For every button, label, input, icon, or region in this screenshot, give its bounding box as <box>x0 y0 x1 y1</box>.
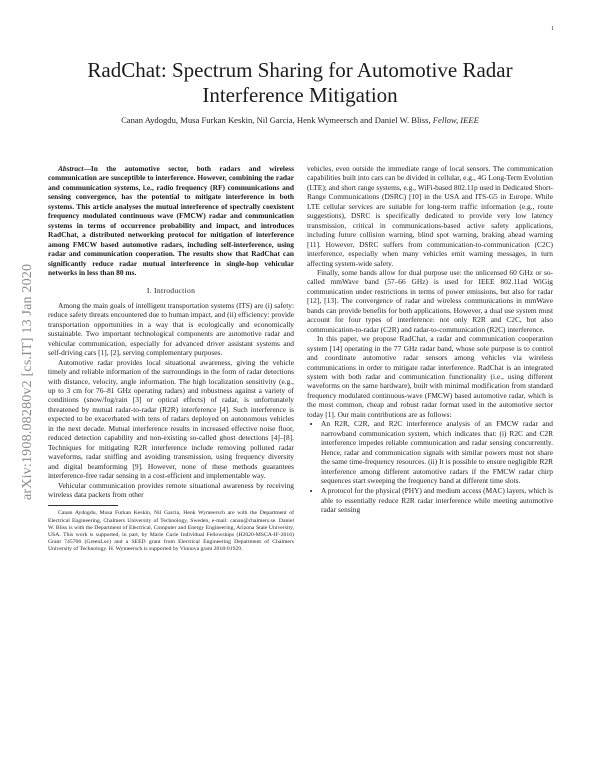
contribution-item: • An R2R, C2R, and R2C interference analysis of an FMCW radar and narrowband communication system, which indicates that: (i) R2C and C2R interference impedes reliable communication and radar sensing concurrently. Hence, radar and communication signals with similar powers must not share the same time-frequency resources. (ii) It is possible to ensure negligible R2R interference among different automotive radars if the FMCW radar chirp sequences start sweeping the frequency band at different time slots. <box>321 419 553 485</box>
abstract <box>48 164 294 277</box>
footnote-divider <box>48 505 118 506</box>
author-affiliation-footnote: Canan Aydogdu, Musa Furkan Keskin, Nil Garcia, Henk Wymeersch are with the Department of Electrical Engineering, Chalmers University of Technology, Sweden, e-mail: canan@chalmers.se. Daniel W. Bliss is with the Department of Electrical, Computer and Energy Engineering, Arizona State University, USA. This work is supported, in part, by Marie Curie Individual Fellowships (H2020-MSCA-IF-2016) Grant 745706 (GreenLoc) and a SEED grant from Electrical Engineering Department of Chalmers University of Technology. H. Wymeersch is supported by Vinnova grant 2018-01929. <box>48 510 294 553</box>
right-column <box>307 164 553 516</box>
abstract-text: —In the automotive sector, both radars and wireless communication are susceptible to interference. However, combining the radar and communication systems, i.e., radio frequency (RF) communications and sensing convergence, has the potential to mitigate interference in both systems. This article analyses the mutual interference of spectrally coexistent frequency modulated continuous wave (FMCW) radar and communication systems in terms of occurrence probability and impact, and introduces RadChat, a distributed networking protocol for mitigation of interference among FMCW based automotive radars, including self-interference, using radar and communication cooperation. The results show that RadChat can significantly reduce radar mutual interference in single-hop vehicular networks in less than 80 ms. <box>48 164 294 277</box>
intro-paragraph-2: Automotive radar provides local situational awareness, giving the vehicle timely and reliable information of the surroundings in the form of radar detections with distance, velocity, angle information. The high localization sensitivity (e.g., up to 3 cm for 76–81 GHz operating radars) and robustness against a variety of conditions (snow/fog/rain [3] or optical effects) of radar, is unfortunately threatened by mutual radar-to-radar (R2R) interference [4]. Such interference is expected to be exacerbated with tens of radars deployed on autonomous vehicles in the next decade. Mutual interference results in increased effective noise floor, reduced detection capability and non-existing so-called ghost detections [4]–[8]. Techniques for mitigating R2R interference include removing polluted radar waveforms, radar sniffing and avoiding transmission, using frequency diversity and digital beamforming [9]. However, none of these methods guarantees interference-free radar sensing in a cost-efficient and implementable way. <box>48 357 294 481</box>
author-names: Canan Aydogdu, Musa Furkan Keskin, Nil Garcia, Henk Wymeersch and Daniel W. Bliss, <box>121 115 431 125</box>
author-line <box>40 115 560 125</box>
contribution-item: • A protocol for the physical (PHY) and medium access (MAC) layers, which is able to essentially reduce R2R radar interference while meeting automotive radar sensing <box>321 486 553 514</box>
contributions-list <box>307 419 553 515</box>
right-paragraph-1: vehicles, even outside the immediate range of local sensors. The communication capabilities built into cars can be divided in cellular, e.g., 4G Long-Term Evolution (LTE); and short range systems, e.g., WiFi-based 802.11p used in Dedicated Short-Range Communications (DSRC) [10] in the USA and ITS-G5 in Europe. While LTE cellular services are suitable for long-term traffic information (e.g., route suggestions), DSRC is specifically dedicated to provide very low latency transmission, critical in communications-based active safety applications, including future collision warning, blind spot warning, braking ahead warning [11]. However, DSRC suffers from communication-to-communication (C2C) interference, especially when many vehicles emit warning messages, in turn affecting system-wide safety. <box>307 164 553 268</box>
right-paragraph-2: Finally, some bands allow for dual purpose use: the unlicensed 60 GHz or so-called mmWave band (57–66 GHz) is used for IEEE 802.11ad WiGig communication under restrictions in terms of power emissions, but also for radar [12], [13]. The convergence of radar and wireless communications in mmWave bands can provide benefits for both applications. However, a dual use system must account for four types of interference: not only R2R and C2C, but also communication-to-radar (C2R) and radar-to-communication (R2C) interference. <box>307 267 553 334</box>
intro-paragraph-3: Vehicular communication provides remote situational awareness by receiving wireless data packets from other <box>48 480 294 499</box>
page-number: 1 <box>551 26 554 32</box>
author-fellow-note: Fellow, IEEE <box>432 115 479 125</box>
left-column <box>48 164 294 554</box>
abstract-label: Abstract <box>58 164 84 173</box>
right-paragraph-3: In this paper, we propose RadChat, a radar and communication cooperation system [14] operating in the 77 GHz radar band, whose sole purpose is to control and coordinate automotive radar sensors among vehicles via wireless communications in order to mitigate radar interference. RadChat is an integrated system with both radar and communication functionality (i.e., using different waveforms on the same hardware), built with minimal modification from standard frequency modulated continuous-wave (FMCW) based automotive radar, which is the most common, cheap and robust radar format used in the automotive sector today [1]. Our main contributions are as follows: <box>307 334 553 419</box>
paper-title: RadChat: Spectrum Sharing for Automotive Radar Interference Mitigation <box>87 58 513 107</box>
intro-paragraph-1: Among the main goals of intelligent transportation systems (ITS) are (i) safety: reduce safety threats encountered due to human impact, and (ii) efficiency: provide transportation opportunities in a way that is ecologically and economically sustainable. Two important technological components are automotive radar and vehicular communication, especially for advanced driver assistant systems and self-driving cars [1], [2], serving complementary purposes. <box>48 300 294 358</box>
arxiv-identifier: arXiv:1908.08280v2 [cs.IT] 13 Jan 2020 <box>20 263 35 500</box>
section-heading-introduction: I. Introduction <box>146 286 196 296</box>
